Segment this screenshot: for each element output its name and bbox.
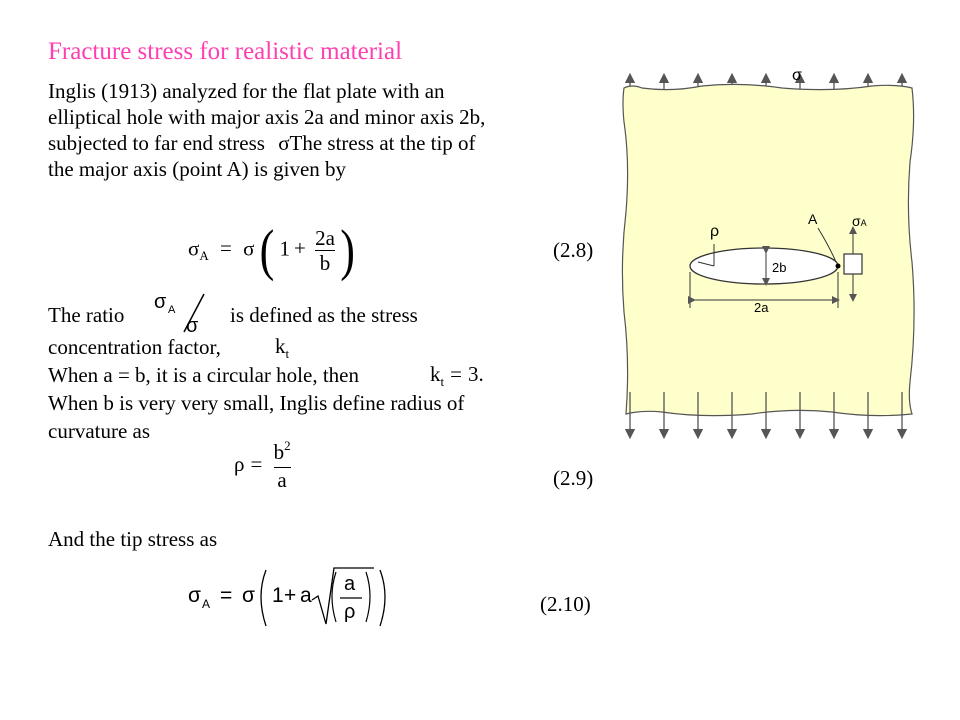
intro-line-3 bbox=[48, 130, 476, 156]
svg-text:a: a bbox=[344, 573, 356, 595]
ratio-prefix: The ratio bbox=[48, 303, 125, 327]
svg-text:a: a bbox=[300, 584, 312, 607]
sigma-symbol: σ bbox=[278, 131, 290, 155]
inglis-line-1: When b is very very small, Inglis define radius of bbox=[48, 391, 465, 415]
equation-2-10 bbox=[186, 562, 396, 634]
svg-text:A: A bbox=[168, 304, 176, 316]
equation-number-2-8: (2.8) bbox=[553, 238, 594, 262]
tip-stress-line: And the tip stress as bbox=[48, 527, 218, 551]
far-stress-label: σ bbox=[792, 67, 802, 84]
plate-figure bbox=[612, 62, 952, 452]
svg-text:ρ: ρ bbox=[344, 601, 356, 623]
intro-line-2: elliptical hole with major axis 2a and minor axis 2b, bbox=[48, 105, 486, 129]
inglis-line-2: curvature as bbox=[48, 419, 151, 443]
svg-text:1: 1 bbox=[272, 584, 284, 607]
svg-text:+: + bbox=[284, 584, 297, 607]
equation-number-2-9: (2.9) bbox=[553, 466, 594, 490]
kt-equals-3: $k_t = 3$. bbox=[430, 362, 484, 389]
kt-symbol: $k_t$ bbox=[275, 334, 290, 361]
minor-axis-label: 2b bbox=[772, 260, 787, 275]
equation-number-2-10: (2.10) bbox=[540, 592, 591, 616]
svg-text:σ: σ bbox=[188, 584, 201, 607]
sigma-a-label: σA bbox=[852, 213, 867, 229]
ratio-slash-fraction bbox=[146, 288, 226, 338]
stress-element-box bbox=[844, 254, 862, 274]
intro-line-3-end: The stress at the tip of bbox=[289, 131, 476, 155]
svg-text:σ: σ bbox=[186, 315, 199, 337]
intro-line-3-start: subjected to far end stress bbox=[48, 131, 265, 155]
ratio-line-2: concentration factor, bbox=[48, 335, 221, 359]
major-axis-label: 2a bbox=[754, 300, 769, 315]
intro-line-1: Inglis (1913) analyzed for the flat plate with an bbox=[48, 79, 445, 103]
circular-hole-line: When a = b, it is a circular hole, then bbox=[48, 363, 359, 387]
slide-title: Fracture stress for realistic material bbox=[48, 38, 403, 65]
svg-text:=: = bbox=[220, 584, 233, 607]
ratio-suffix: is defined as the stress bbox=[230, 303, 418, 327]
equation-2-8: $\sigma_A = \sigma$ ( 1 + $\frac{2a}{b}$ ) bbox=[188, 218, 355, 282]
rho-label: ρ bbox=[710, 223, 720, 240]
svg-text:σ: σ bbox=[242, 584, 255, 607]
point-a-label: A bbox=[808, 211, 818, 227]
svg-text:σ: σ bbox=[154, 291, 167, 313]
equation-2-9: ρ = $\frac{b^2}{a}$ bbox=[234, 438, 291, 492]
svg-text:A: A bbox=[202, 597, 211, 611]
intro-line-4: the major axis (point A) is given by bbox=[48, 157, 347, 181]
